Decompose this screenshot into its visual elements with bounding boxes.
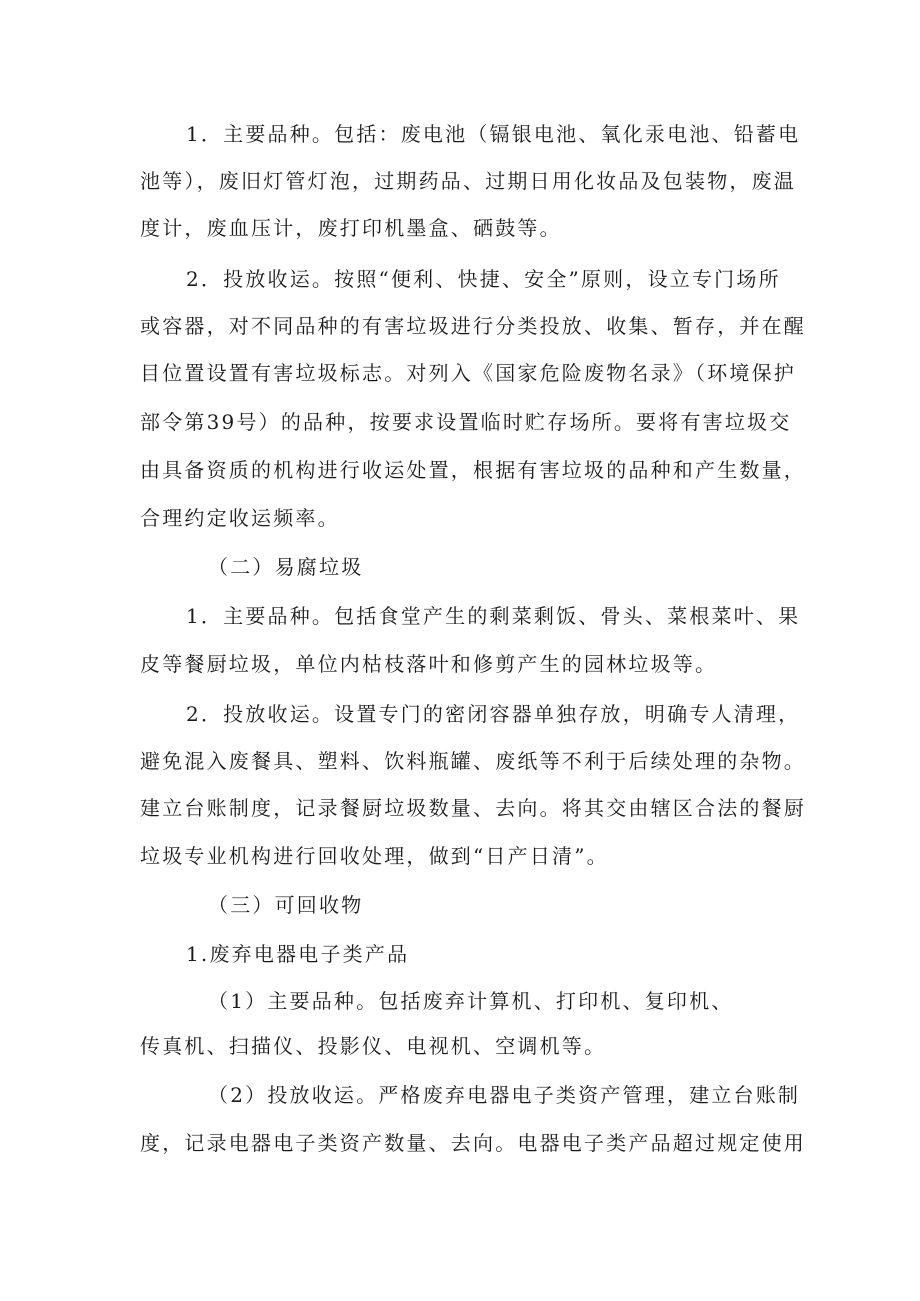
- subsection-heading: 1.废弃电器电子类产品: [186, 942, 410, 966]
- paragraph-line: 2．投放收运。按照“便利、快捷、安全”原则，设立专门场所: [186, 267, 781, 291]
- paragraph-line: 2．投放收运。设置专门的密闭容器单独存放，明确专人清理，: [186, 702, 801, 726]
- paragraph-line: 度，记录电器电子类资产数量、去向。电器电子类产品超过规定使用: [140, 1131, 806, 1155]
- paragraph-line: （1）主要品种。包括废弃计算机、打印机、复印机、: [208, 989, 734, 1013]
- section-heading: （二）易腐垃圾: [208, 555, 364, 579]
- paragraph-line: 或容器，对不同品种的有害垃圾进行分类投放、收集、暂存，并在醒: [140, 314, 806, 338]
- paragraph-line: 部令第39号）的品种，按要求设置临时贮存场所。要将有害垃圾交: [140, 410, 792, 434]
- paragraph-line: 1．主要品种。包括：废电池（镉银电池、氧化汞电池、铅蓄电: [186, 122, 801, 146]
- paragraph-line: 度计，废血压计，废打印机墨盒、硒鼓等。: [140, 216, 562, 240]
- paragraph-line: （2）投放收运。严格废弃电器电子类资产管理，建立台账制: [208, 1083, 801, 1107]
- paragraph-line: 由具备资质的机构进行收运处置，根据有害垃圾的品种和产生数量，: [140, 458, 806, 482]
- paragraph-line: 池等），废旧灯管灯泡，过期药品、过期日用化妆品及包装物，废温: [140, 169, 796, 193]
- paragraph-line: 避免混入废餐具、塑料、饮料瓶罐、废纸等不利于后续处理的杂物。: [140, 749, 806, 773]
- paragraph-line: 皮等餐厨垃圾，单位内枯枝落叶和修剪产生的园林垃圾等。: [140, 652, 718, 676]
- paragraph-line: 建立台账制度，记录餐厨垃圾数量、去向。将其交由辖区合法的餐厨: [140, 796, 806, 820]
- paragraph-line: 1．主要品种。包括食堂产生的剩菜剩饭、骨头、菜根菜叶、果: [186, 604, 801, 628]
- section-heading: （三）可回收物: [208, 893, 364, 917]
- paragraph-line: 合理约定收运频率。: [140, 506, 340, 530]
- paragraph-line: 垃圾专业机构进行回收处理，做到“日产日清”。: [140, 844, 609, 868]
- paragraph-line: 传真机、扫描仪、投影仪、电视机、空调机等。: [140, 1034, 607, 1058]
- paragraph-line: 目位置设置有害垃圾标志。对列入《国家危险废物名录》（环境保护: [140, 361, 796, 385]
